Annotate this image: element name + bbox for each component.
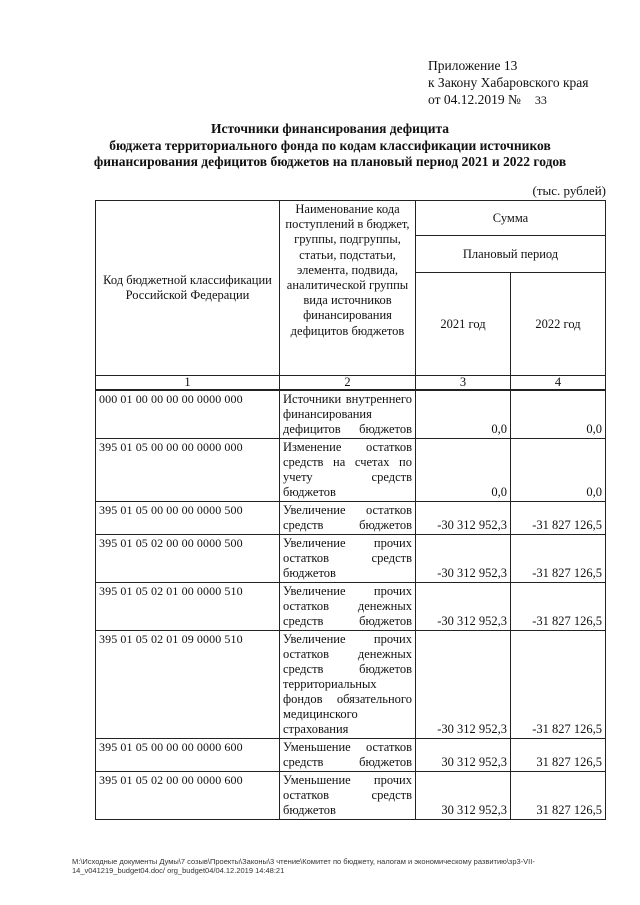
title-line-3: финансирования дефицитов бюджетов на плановый период 2021 и 2022 годов xyxy=(93,154,567,169)
column-number: 3 xyxy=(416,376,511,391)
table-row xyxy=(96,390,606,439)
row-value-2022: -31 827 126,5 xyxy=(511,535,606,583)
header-period: Плановый период xyxy=(416,236,606,273)
row-name: Изменение остатков средств на счетах по учету средств бюджетов xyxy=(280,439,416,502)
row-value-2021: 0,0 xyxy=(416,439,511,502)
title-line-1: Источники финансирования дефицита xyxy=(210,121,450,136)
row-value-2022: 31 827 126,5 xyxy=(511,772,606,820)
row-value-2022: -31 827 126,5 xyxy=(511,631,606,739)
appendix-date: от 04.12.2019 № xyxy=(428,92,521,107)
column-number-row xyxy=(96,376,606,391)
row-value-2022: -31 827 126,5 xyxy=(511,583,606,631)
row-code: 395 01 05 02 00 00 0000 500 xyxy=(96,535,280,583)
appendix-number: 33 xyxy=(534,93,547,107)
appendix-block xyxy=(428,57,589,109)
header-2021: 2021 год xyxy=(416,273,511,376)
table-row xyxy=(96,772,606,820)
row-name: Источники внутреннего финансирования дефицитов бюджетов xyxy=(280,390,416,439)
row-name: Увеличение прочих остатков денежных средств бюджетов xyxy=(280,583,416,631)
header-2022: 2022 год xyxy=(511,273,606,376)
document-title xyxy=(40,121,620,171)
row-code: 000 01 00 00 00 00 0000 000 xyxy=(96,390,280,439)
row-value-2022: 0,0 xyxy=(511,439,606,502)
column-number: 2 xyxy=(280,376,416,391)
row-value-2022: 0,0 xyxy=(511,390,606,439)
row-code: 395 01 05 00 00 00 0000 500 xyxy=(96,502,280,535)
row-code: 395 01 05 02 01 00 0000 510 xyxy=(96,583,280,631)
financing-table xyxy=(95,200,606,820)
table-row xyxy=(96,502,606,535)
units-label: (тыс. рублей) xyxy=(532,183,606,198)
table-row xyxy=(96,583,606,631)
row-value-2022: -31 827 126,5 xyxy=(511,502,606,535)
column-number: 4 xyxy=(511,376,606,391)
row-value-2021: -30 312 952,3 xyxy=(416,583,511,631)
row-value-2021: 30 312 952,3 xyxy=(416,739,511,772)
table-row xyxy=(96,535,606,583)
table-row xyxy=(96,739,606,772)
row-name: Увеличение остатков средств бюджетов xyxy=(280,502,416,535)
table-row xyxy=(96,439,606,502)
row-value-2021: -30 312 952,3 xyxy=(416,535,511,583)
row-code: 395 01 05 00 00 00 0000 000 xyxy=(96,439,280,502)
row-code: 395 01 05 00 00 00 0000 600 xyxy=(96,739,280,772)
row-value-2021: -30 312 952,3 xyxy=(416,631,511,739)
title-line-2: бюджета территориального фонда по кодам классификации источников xyxy=(109,137,551,153)
file-path-footer: M:\Исходные документы Думы\7 созыв\Проекты\Законы\3 чтение\Комитет по бюджету, налогам и экономическому развитию\зр3-VII-14_v041219_budget04.doc/ org_budget04/04.12.2019 14:48:21 xyxy=(72,857,535,875)
row-name: Увеличение прочих остатков средств бюджетов xyxy=(280,535,416,583)
row-name: Уменьшение остатков средств бюджетов xyxy=(280,739,416,772)
appendix-line-2: к Закону Хабаровского края xyxy=(428,75,589,90)
row-name: Увеличение прочих остатков денежных средств бюджетов территориальных фондов обязательного медицинского страхования xyxy=(280,631,416,739)
row-name: Уменьшение прочих остатков средств бюджетов xyxy=(280,772,416,820)
row-code: 395 01 05 02 01 09 0000 510 xyxy=(96,631,280,739)
row-value-2021: 30 312 952,3 xyxy=(416,772,511,820)
appendix-line-1: Приложение 13 xyxy=(428,58,518,73)
header-sum: Сумма xyxy=(416,201,606,236)
table-row xyxy=(96,631,606,739)
row-code: 395 01 05 02 00 00 0000 600 xyxy=(96,772,280,820)
header-name: Наименование кода поступлений в бюджет, группы, подгруппы, статьи, подстатьи, элемента, подвида, аналитической группы вида источников финансирования дефицитов бюджетов xyxy=(280,201,416,376)
appendix-line-3 xyxy=(428,91,589,109)
header-code: Код бюджетной классификации Российской Федерации xyxy=(96,201,280,376)
row-value-2021: 0,0 xyxy=(416,390,511,439)
row-value-2021: -30 312 952,3 xyxy=(416,502,511,535)
row-value-2022: 31 827 126,5 xyxy=(511,739,606,772)
column-number: 1 xyxy=(96,376,280,391)
